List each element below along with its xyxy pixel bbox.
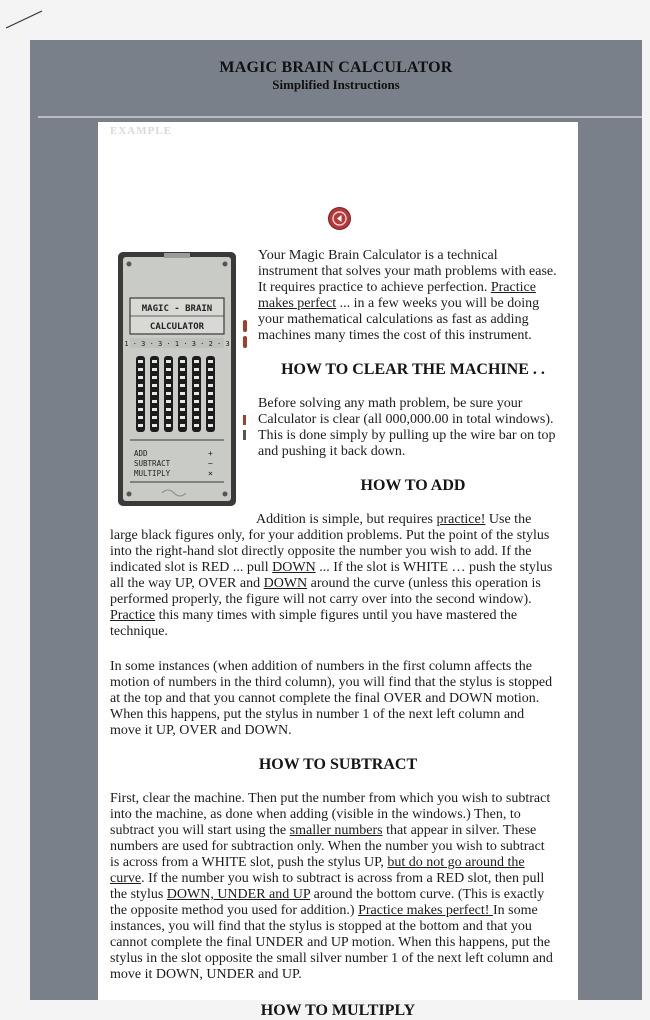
left-arrow-circle-icon [332,211,347,226]
intro-line [258,296,539,312]
calculator-slot-tick [166,416,171,419]
add-practice-text: practice! [436,512,486,527]
calculator-slot-tick [180,400,185,403]
add2-line: move it UP, OVER and DOWN. [110,723,292,738]
subtract-line [110,855,525,871]
add-line: technique. [110,624,168,639]
back-button[interactable] [328,207,351,230]
calculator-slot-tick [166,408,171,411]
heading-add: HOW TO ADD [360,477,466,494]
add-text: all the way UP, OVER and [110,576,264,591]
heading-clear: HOW TO CLEAR THE MACHINE . . [281,361,545,378]
subtract-text: . If the number you wish to subtract is across from a RED slot, then pull [141,871,545,886]
calculator-slot-tick [138,400,143,403]
header [30,40,642,118]
calculator-slot-tick [208,424,213,427]
calculator-slot-tick [138,384,143,387]
add-text: indicated slot is RED ... pull [110,560,273,575]
calculator-slot-tick [208,368,213,371]
calculator-slot-tick [180,424,185,427]
clear-line: Before solving any math problem, be sure your [258,396,523,411]
add2-line: When this happens, put the stylus in number 1 of the next left column and [110,707,525,722]
page-subtitle: Simplified Instructions [272,77,400,92]
calculator-op-multiply: MULTIPLY [134,469,171,478]
slot-mark [243,320,247,332]
clear-line: and pushing it back down. [258,444,406,459]
calculator-slot-tick [166,400,171,403]
calculator-slot-tick [194,424,199,427]
subtract-line: cannot complete the final UNDER and UP motion. When this happens, put the [110,935,551,950]
calculator-slot-tick [166,360,171,363]
calculator-slot-tick [194,384,199,387]
calculator-slot-tick [138,360,143,363]
add2-line: at the top and that you cannot complete the final OVER and DOWN motion. [110,691,540,706]
intro-line: machines many times the cost of this instrument. [258,328,532,343]
add-practice-text: Practice [110,608,156,623]
add-line [256,512,531,528]
add-line: performed properly, the figure will not carry over into the second window). [110,592,532,607]
intro-line: instrument that solves your math problems with ease. [258,264,557,279]
heading-subtract: HOW TO SUBTRACT [258,756,418,773]
calculator-slot-tick [152,360,157,363]
calculator-slot-tick [194,360,199,363]
do-not-go-around-text: but do not go around the [387,855,525,870]
calculator-sign-multiply: × [208,469,213,478]
subtract-text: the opposite method you used for addition.) [110,903,359,918]
calculator-slot-tick [152,392,157,395]
down-under-up-text: DOWN, UNDER and UP [166,887,311,902]
page-title: MAGIC BRAIN CALCULATOR [219,59,453,76]
calculator-slot-tick [180,392,185,395]
calculator-slot-tick [152,424,157,427]
calculator-op-add: ADD [134,449,148,458]
calculator-slot-tick [194,408,199,411]
pen-mark [4,8,44,30]
slot-mark [243,336,247,348]
subtract-line: into the machine, as done when adding (visible in the windows.) Then, to [110,807,521,822]
calculator-slot-tick [208,360,213,363]
subtract-line: stylus in the slot opposite the small silver number 1 of the next left column and [110,951,553,966]
calculator-brand-line2: CALCULATOR [149,322,205,332]
calculator-slot-tick [208,376,213,379]
calculator-sign-add: + [208,449,213,458]
calculator-slot-tick [166,384,171,387]
slot-mark [243,415,246,425]
calculator-slot-tick [180,408,185,411]
subtract-line [110,871,544,887]
calculator-slot-tick [166,392,171,395]
calculator-slot-tick [152,368,157,371]
header-divider [38,116,642,118]
calculator-slot-tick [194,392,199,395]
add-line [110,560,552,576]
slot-mark [243,430,246,440]
calculator-slot-tick [180,376,185,379]
calculator-slot-tick [166,368,171,371]
subtract-text: around the bottom curve. (This is exactly [310,887,545,902]
smaller-numbers-text: smaller numbers [289,823,383,838]
add-text: Use the [485,512,532,527]
add-line [110,576,541,592]
subtract-text: is across from a WHITE slot, push the stylus UP, [110,855,388,870]
page-frame [30,40,642,1019]
calculator-slot-tick [208,400,213,403]
curve-text: curve [110,871,142,886]
subtract-line [110,823,536,839]
calculator-slot-tick [138,408,143,411]
intro-line: your mathematical calculations as fast as adding [258,312,529,327]
calculator-slot-tick [180,368,185,371]
subtract-text: subtract you will start using the [110,823,290,838]
calculator-slot-tick [152,408,157,411]
intro-line [258,280,536,296]
subtract-line [110,887,544,903]
add-down-text: DOWN [263,576,308,591]
subtract-text: In some [492,903,538,918]
add-line [110,608,517,624]
calculator-slot-tick [152,384,157,387]
calculator-slot-tick [194,416,199,419]
faint-text: EXAMPLE [110,125,172,137]
makes-perfect-text: makes perfect [258,296,337,311]
calculator-slot-tick [208,416,213,419]
calculator-slot-tick [180,416,185,419]
calculator-slot-tick [194,400,199,403]
add2-line: In some instances (when addition of numbers in the first column affects the [110,659,532,674]
subtract-line [110,903,538,919]
calculator-slot-tick [194,376,199,379]
subtract-line: First, clear the machine. Then put the number from which you wish to subtract [110,791,551,806]
calculator-photo [112,248,242,510]
intro-line: Your Magic Brain Calculator is a technical [258,248,498,263]
add-text: ... If the slot is WHITE … push the stylus [315,560,553,575]
practice-link: Practice [490,280,536,295]
calculator-op-subtract: SUBTRACT [134,459,171,468]
calculator-slot-tick [152,400,157,403]
heading-multiply: HOW TO MULTIPLY [260,1002,416,1019]
calculator-brand-line1: MAGIC - BRAIN [141,304,213,314]
calculator-slot-tick [138,376,143,379]
calculator-slot-tick [152,416,157,419]
subtract-line: numbers are used for subtraction only. When the number you wish to subtract [110,839,545,854]
calculator-slot-tick [138,424,143,427]
practice-makes-perfect-text: Practice makes perfect! [358,903,493,918]
calculator-slot-tick [166,376,171,379]
add-text: this many times with simple figures until you have mastered the [155,608,518,623]
add-line: into the right-hand slot directly opposite the number you wish to add. If the [110,544,532,559]
calculator-slot-tick [180,360,185,363]
calculator-slot-tick [166,424,171,427]
calculator-slot-tick [208,384,213,387]
subtract-text: the stylus [110,887,167,902]
calculator-slot-tick [180,384,185,387]
add-line: large black figures only, for your addition problems. Put the point of the stylus [110,528,550,543]
calculator-slot-tick [208,408,213,411]
calculator-sign-subtract: − [208,459,213,468]
add-text: around the curve (unless this operation is [307,576,541,591]
calculator-slot-tick [194,368,199,371]
clear-line: Calculator is clear (all 000,000.00 in total windows). [258,412,554,427]
subtract-line: instances, you will find that the stylus is stopped at the bottom and that you [110,919,532,934]
calculator-slot-tick [152,376,157,379]
add-text: Addition is simple, but requires [256,512,437,527]
clear-line: This is done simply by pulling up the wire bar on top [258,428,556,443]
content-panel [98,122,578,1019]
calculator-digit-window: 1 · 3 · 3 · 1 · 3 · 2 · 3 [124,340,230,348]
calculator-slot-tick [138,368,143,371]
intro-text: ... in a few weeks you will be doing [336,296,540,311]
add2-line: motion of numbers in the third column), you will find that the stylus is stopped [110,675,553,690]
intro-text: It requires practice to achieve perfection. [258,280,491,295]
subtract-line: move it DOWN, UNDER and UP. [110,967,302,982]
subtract-text: that appear in silver. These [382,823,537,838]
add-down-text: DOWN [272,560,316,575]
calculator-slot-tick [138,392,143,395]
calculator-slot-tick [138,416,143,419]
calculator-slot-tick [208,392,213,395]
